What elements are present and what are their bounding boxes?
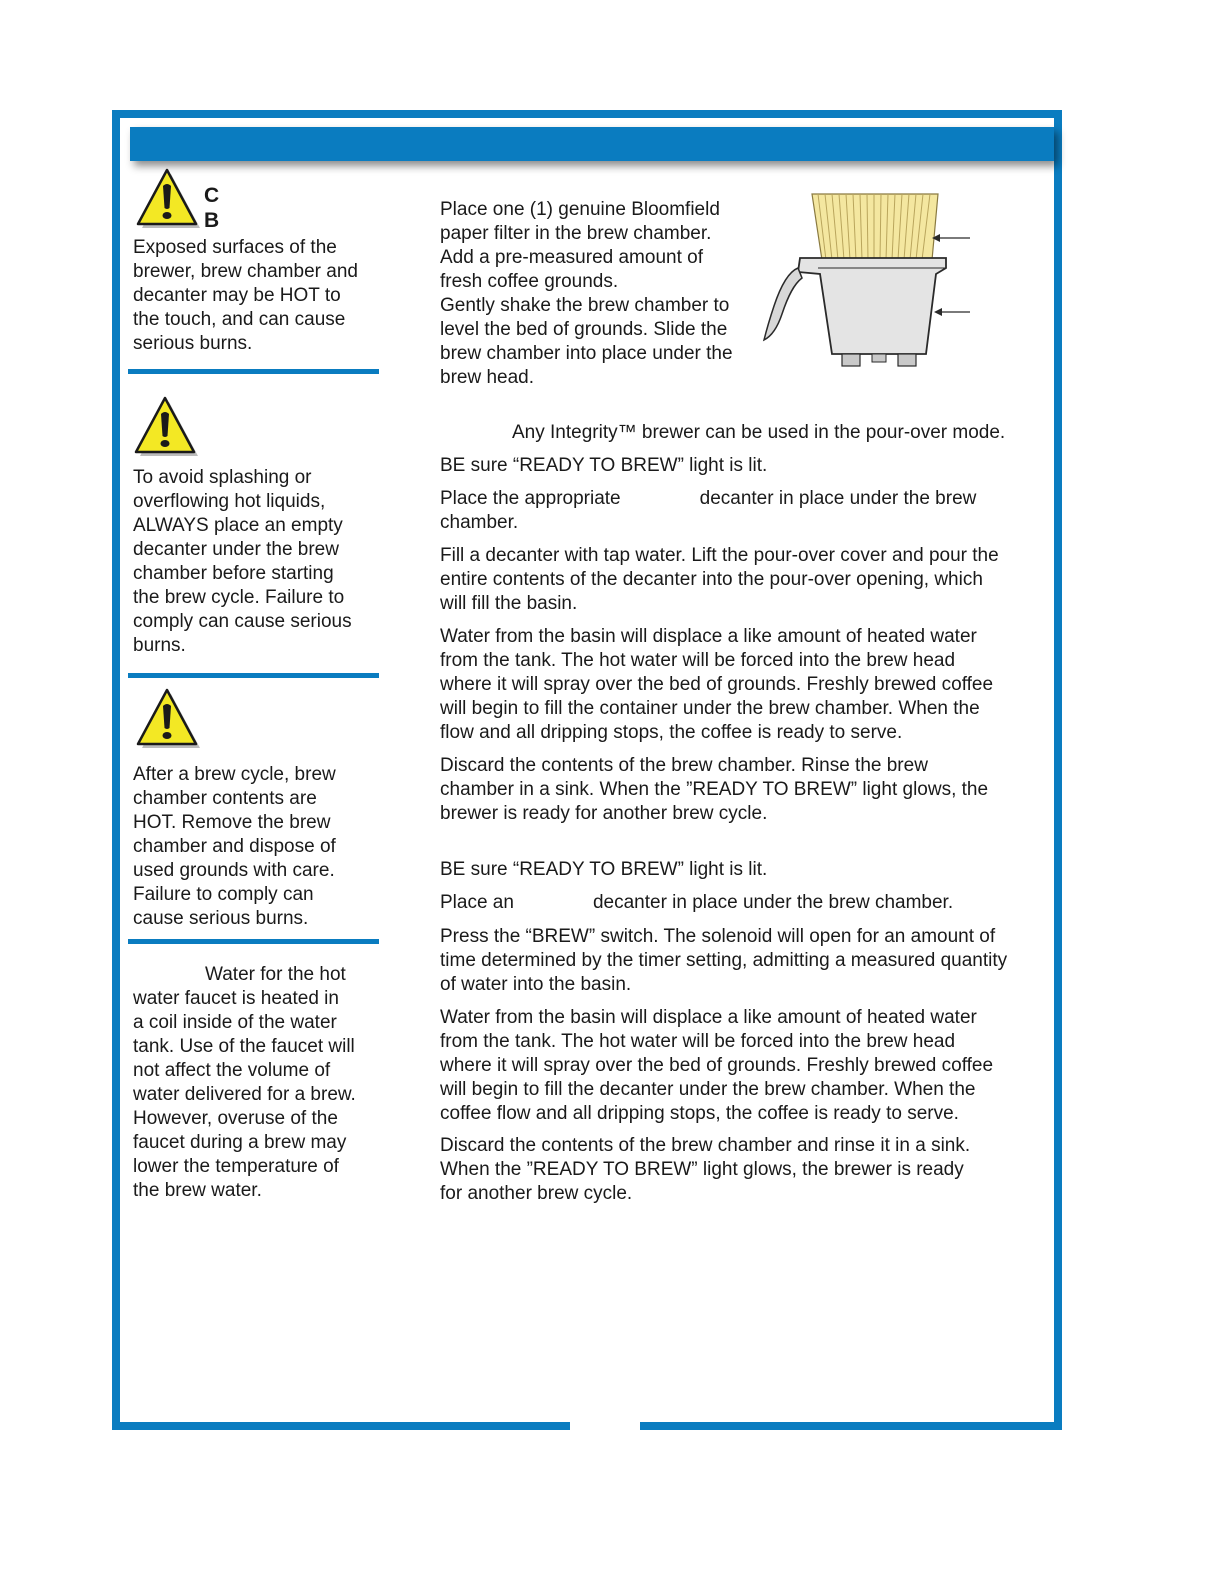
- automatic-step-place-decanter: Place an decanter in place under the brew chamber.: [440, 892, 954, 913]
- callout-arrow-filter: [932, 234, 970, 242]
- warning-triangle-icon: [134, 168, 202, 228]
- section-divider: [128, 939, 379, 944]
- automatic-step-discard: Discard the contents of the brew chamber and rinse it in a sink. When the ”READY TO BREW” light glows, the brewer is ready for another brew cycle.: [440, 1135, 971, 1204]
- warning-heading-letter: C: [204, 184, 220, 207]
- page-frame-left: [112, 110, 120, 1430]
- automatic-step-ready-light: BE sure “READY TO BREW” light is lit.: [440, 859, 768, 880]
- automatic-step-brewing: Water from the basin will displace a like amount of heated water from the tank. The hot water will be forced into the brew head where it will spray over the bed of grounds. Freshly brewed coffee will begin to fill the decanter under the brew chamber. When the coffee flow and all dripping stops, the coffee is ready to serve.: [440, 1007, 994, 1124]
- warning-triangle-icon: [132, 396, 200, 456]
- page-frame-bottom-left: [112, 1422, 570, 1430]
- warning-hot-surfaces-text: Exposed surfaces of the brewer, brew chamber and decanter may be HOT to the touch, and can cause serious burns.: [133, 237, 358, 354]
- section-divider: [128, 673, 379, 678]
- automatic-step-press-brew: Press the “BREW” switch. The solenoid will open for an amount of time determined by the timer setting, admitting a measured quantity of water into the basin.: [440, 926, 1008, 995]
- warning-heading-letter: B: [204, 209, 220, 232]
- brew-chamber-graphic: [764, 258, 946, 366]
- section-header-bar: [130, 127, 1054, 161]
- filter-step-text: Place one (1) genuine Bloomfield paper filter in the brew chamber. Add a pre-measured amount of fresh coffee grounds. Gently shake the brew chamber to level the bed of grounds. Slide the brew chamber into place under the brew head.: [440, 199, 733, 388]
- paper-filter-graphic: [812, 194, 938, 260]
- pour-over-intro: Any Integrity™ brewer can be used in the pour-over mode.: [512, 422, 1006, 443]
- brew-chamber-illustration: [760, 188, 980, 373]
- callout-arrow-chamber: [934, 308, 970, 316]
- page-frame-right: [1054, 110, 1062, 1430]
- pour-over-step-discard: Discard the contents of the brew chamber. Rinse the brew chamber in a sink. When the ”READY TO BREW” light glows, the brewer is ready for another brew cycle.: [440, 755, 989, 824]
- pour-over-step-place-decanter: Place the appropriate decanter in place under the brew chamber.: [440, 488, 977, 533]
- pour-over-step-brewing: Water from the basin will displace a like amount of heated water from the tank. The hot water will be forced into the brew head where it will spray over the bed of grounds. Freshly brewed coffee will begin to fill the container under the brew chamber. When the flow and all dripping stops, the coffee is ready to serve.: [440, 626, 994, 743]
- section-divider: [128, 369, 379, 374]
- page-frame-top: [112, 110, 1062, 118]
- warning-hot-grounds-text: After a brew cycle, brew chamber contents are HOT. Remove the brew chamber and dispose of used grounds with care. Failure to comply can cause serious burns.: [133, 764, 336, 929]
- pour-over-step-ready-light: BE sure “READY TO BREW” light is lit.: [440, 455, 768, 476]
- page-frame-bottom-right: [640, 1422, 1062, 1430]
- hot-water-faucet-note: Water for the hot water faucet is heated in a coil inside of the water tank. Use of the faucet will not affect the volume of water delivered for a brew. However, overuse of the faucet during a brew may lower the temperature of the brew water.: [133, 964, 356, 1201]
- warning-splash-text: To avoid splashing or overflowing hot liquids, ALWAYS place an empty decanter under the brew chamber before starting the brew cycle. Failure to comply can cause serious burns.: [133, 467, 352, 656]
- warning-triangle-icon: [134, 688, 202, 748]
- pour-over-step-fill-decanter: Fill a decanter with tap water. Lift the pour-over cover and pour the entire contents of the decanter into the pour-over opening, which will fill the basin.: [440, 545, 999, 614]
